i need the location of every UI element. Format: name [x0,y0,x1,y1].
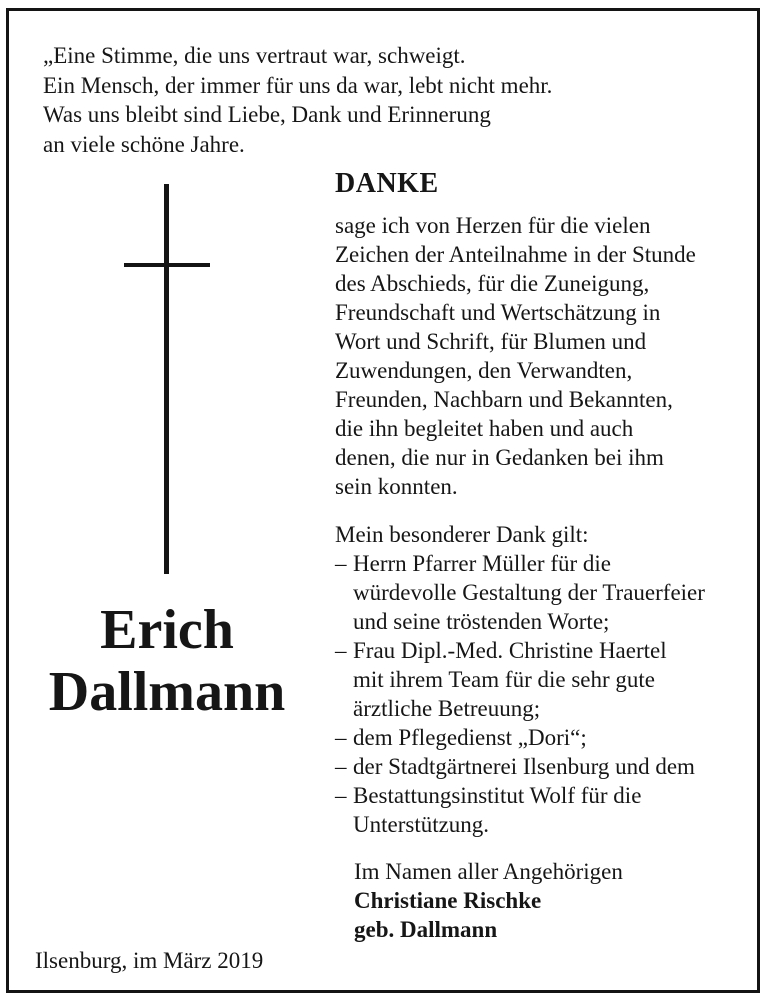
quote-line: an viele schöne Jahre. [43,131,245,157]
thanks-line: Freundschaft und Wertschätzung in [335,300,661,325]
special-thanks-item [335,549,765,636]
item-line: der Stadtgärtnerei Ilsenburg und dem [353,754,695,779]
thanks-line: sage ich von Herzen für die vielen [335,213,651,238]
dash-bullet: – [335,638,347,663]
special-thanks-intro: Mein besonderer Dank gilt: [335,522,589,547]
item-line: Frau Dipl.-Med. Christine Haertel [353,638,667,663]
item-line: dem Pflegedienst „Dori“; [353,725,587,750]
signer-name: Christiane Rischke [354,888,542,913]
special-thanks-item [335,723,765,752]
thanks-line: die ihn begleitet haben und auch [335,416,634,441]
dash-bullet: – [335,783,347,808]
dash-bullet: – [335,754,347,779]
special-thanks-item [335,636,765,723]
item-line: mit ihrem Team für die sehr gute [353,667,655,692]
item-line: ärztliche Betreuung; [353,696,541,721]
dash-bullet: – [335,551,347,576]
deceased-first-name: Erich [100,599,234,661]
special-thanks [335,520,765,839]
quote-line: „Eine Stimme, die uns vertraut war, schweigt. [43,43,466,68]
thanks-line: sein konnten. [335,474,458,499]
item-line: Bestattungsinstitut Wolf für die [353,783,642,808]
special-thanks-item [335,781,765,839]
thanks-heading: DANKE [335,168,439,199]
thanks-line: Zeichen der Anteilnahme in der Stunde [335,242,696,267]
signer-birth-name: geb. Dallmann [354,917,498,942]
thanks-line: des Abschieds, für die Zuneigung, [335,271,650,296]
place-and-date: Ilsenburg, im März 2019 [35,948,264,973]
thanks-line: Wort und Schrift, für Blumen und [335,329,647,354]
signature-block [354,857,623,944]
thanks-paragraph [335,211,755,501]
item-line: würdevolle Gestaltung der Trauerfeier [353,580,705,605]
item-line: Herrn Pfarrer Müller für die [353,551,611,576]
dash-bullet: – [335,725,347,750]
special-thanks-item [335,752,765,781]
cross-horizontal-bar [124,263,210,267]
memorial-quote [43,41,663,159]
quote-line: Ein Mensch, der immer für uns da war, lebt nicht mehr. [43,72,553,98]
deceased-last-name: Dallmann [48,661,286,723]
thanks-line: denen, die nur in Gedanken bei ihm [335,445,664,470]
cross-vertical-bar [164,184,169,574]
signoff-line: Im Namen aller Angehörigen [354,859,623,884]
thanks-line: Zuwendungen, den Verwandten, [335,358,633,383]
thanks-line: Freunden, Nachbarn und Bekannten, [335,387,673,412]
item-line: Unterstützung. [353,812,490,837]
obituary-notice [6,8,760,993]
item-line: und seine tröstenden Worte; [353,609,610,634]
quote-line: Was uns bleibt sind Liebe, Dank und Erinnerung [43,102,491,127]
